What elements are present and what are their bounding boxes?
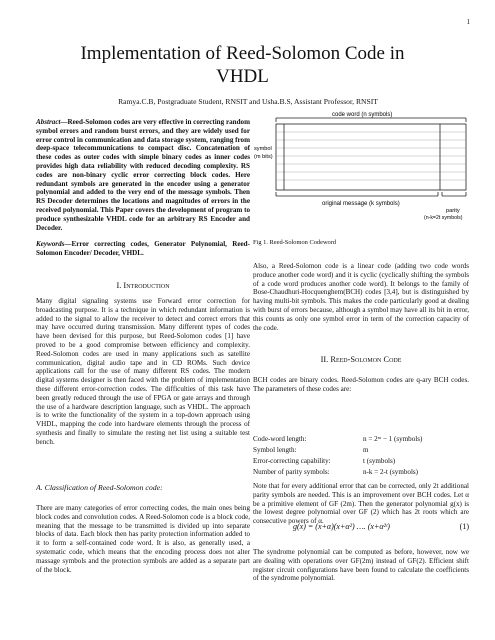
section-number: I. — [116, 281, 122, 290]
intro-paragraph: Many digital signaling systems use Forward error correction for broadcasting purpose. It is a technique in which redundant information is added to the signal to allow the receiver to detect and correct errors that may have occurred during transmission. Many different types of codes have been devised for this purpose, but Reed-Solomon codes [1] have proved to be a good compromise between efficiency and complexity. Reed-Solomon codes are used in many applications such as satellite communication, digital audio tape and in CD ROMs. Such device applications call for the use of many different RS codes. The modern digital systems designer is then faced with the problem of implementation these different error-correction codes. The difficulties of this task have been greatly reduced through the use of FPGA or gate arrays and through the use of a hardware description language, such as VHDL. The approach is to write the functionality of the system in a top-down approach using VHDL, mapping the code into hardware elements through the process of synthesis and finally to simulate the resting net list using a suitable test bench. — [36, 297, 250, 446]
abstract — [36, 118, 250, 232]
equation-number: (1) — [459, 522, 469, 531]
parameter-value: n-k = 2-t (symbols) — [363, 468, 419, 476]
section-heading-reed-solomon — [253, 355, 469, 364]
parameter-key: Code-word length: — [253, 435, 307, 443]
section-number: II. — [320, 355, 329, 364]
keywords-text: —Error correcting codes, Generator Polynomial, Reed-Solomon Encoder/ Decoder, VHDL. — [36, 240, 250, 257]
symbol-label: symbol — [254, 146, 272, 152]
section-title: Reed-Solomon Code — [330, 355, 402, 364]
parameter-row — [253, 467, 469, 478]
parameter-key: Error-correcting capability: — [253, 457, 331, 465]
parity-label: parity — [446, 208, 460, 214]
symbol-bits-label: (m bits) — [254, 154, 273, 160]
parameter-value: t (symbols) — [363, 457, 396, 465]
parameter-key: Symbol length: — [253, 446, 297, 454]
subsection-heading-classification: A. Classification of Reed-Solomon code: — [36, 483, 163, 492]
bch-paragraph: BCH codes are binary codes. Reed-Solomon codes are q-ary BCH codes. The parameters of these codes are: — [253, 376, 469, 393]
message-label: original message (k symbols) — [322, 201, 400, 207]
section-title: Introduction — [123, 281, 170, 290]
reed-solomon-codeword-figure — [252, 108, 470, 234]
parameter-value: m — [363, 446, 369, 454]
parameter-row — [253, 456, 469, 467]
equation-text: g(x) = (x+α)(x+α²) …. (x+α²ᵗ) — [293, 522, 390, 531]
paper-title: Implementation of Reed-Solomon Code in VHDL — [80, 43, 405, 87]
syndrome-paragraph: The syndrome polynomial can be computed as before, however, now we are dealing with operations over GF(2m) instead of GF(2). Efficient shift register circuit configurations have been found to calculate the coefficients of the syndrome polynomial. — [253, 548, 469, 583]
parameter-row — [253, 445, 469, 456]
parity-note-paragraph: Note that for every additional error that can be corrected, only 2t additional parity symbols are needed. This is an improvement over BCH codes. Let α be a primitive element of GF (2m). Then the generator polynomial g(x) is the lowest degree polynomial over GF (2) which has 2t roots which are consecutive powers of α. — [253, 482, 469, 526]
parameter-key: Number of parity symbols: — [253, 468, 330, 476]
section-heading-introduction — [36, 281, 250, 290]
parameter-row — [253, 434, 469, 445]
abstract-label: Abstract — [36, 118, 61, 126]
codeword-label: code word (n symbols) — [332, 112, 393, 118]
linear-code-paragraph: Also, a Reed-Solomon code is a linear code (adding two code words produce another code word) and it is cyclic (cyclically shifting the symbols of a code word produces another code word). It belongs to the family of Bose-Chaudhuri-Hocquenghem(BCH) codes [3,4], but is distinguished by having multi-bit symbols. This makes the code particularly good at dealing with burst of errors because, although a symbol may have all its bit in error, this counts as only one symbol error in term of the correction capacity of the code. — [253, 262, 469, 332]
parameter-list — [253, 434, 469, 478]
authors: Ramya.C.B, Postgraduate Student, RNSIT and Usha.B.S, Assistant Professor, RNSIT — [118, 97, 378, 106]
keywords — [36, 240, 250, 258]
page-number: 1 — [466, 18, 470, 26]
abstract-text: —Reed-Solomon codes are very effective in correcting random symbol errors and random burst errors, and they are widely used for error control in communication and data storage system, ranging from deep-space telecommunications to compact disc. Concatenation of these codes as outer codes with simple binary codes as inner codes provides high data reliability with reduced decoding complexity. RS codes are non-binary cyclic error correcting block codes. Here redundant symbols are generated in the encoder using a generator polynomial and added to the very end of the message symbols. Then RS Decoder determines the locations and magnitudes of errors in the received polynomial. This Paper covers the development of program to produce synthesizable VHDL code for an arbitrary RS Encoder and Decoder. — [36, 118, 250, 232]
parameter-value: n = 2ᵐ − 1 (symbols) — [363, 435, 423, 443]
classification-paragraph: There are many categories of error correcting codes, the main ones being block codes and convolution codes. A Reed-Solomon code is a block code, meaning that the message to be transmitted is divided up into separate blocks of data. Each block then has parity protection information added to it to form a self-contained code word. It is also, as generally used, a systematic code, which means that the encoding process does not alter massage symbols and the protection symbols are added as a separate part of the block. — [36, 504, 250, 574]
equation-1 — [253, 522, 469, 531]
keywords-label: Keywords — [36, 240, 65, 248]
figure-caption: Fig 1. Reed-Solomon Codeword — [253, 239, 337, 246]
parity-count-label: (n-k=2t symbols) — [424, 215, 463, 221]
